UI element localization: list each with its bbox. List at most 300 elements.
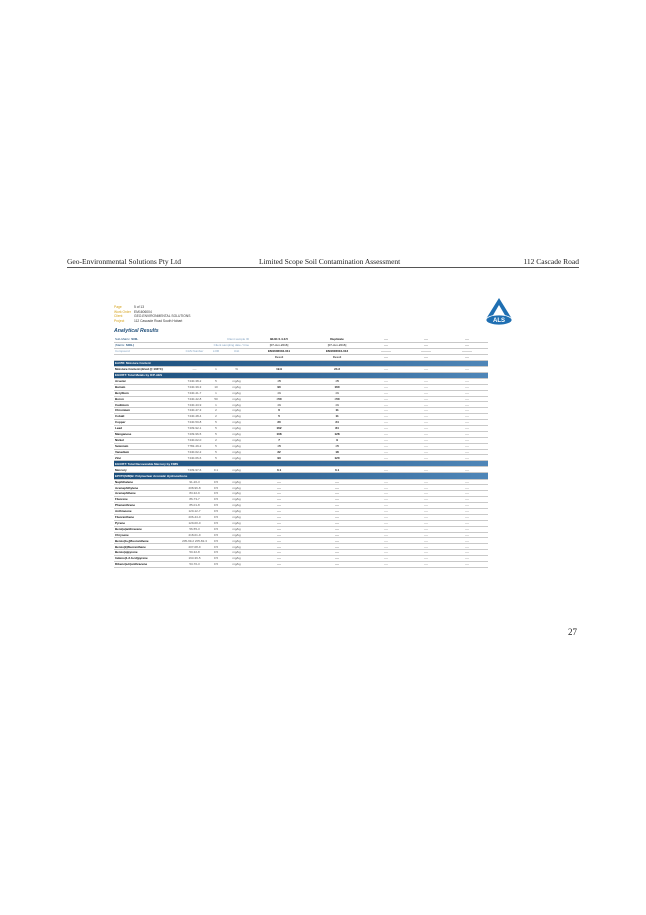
result-cell: ---- — [366, 550, 406, 556]
result-cell: 7 — [250, 437, 308, 443]
result-cell: ---- — [406, 431, 446, 437]
result-cell: ---- — [446, 544, 488, 550]
result-cell: ---- — [446, 526, 488, 532]
meta-key: Page — [114, 305, 122, 309]
result-cell: ---- — [308, 509, 366, 515]
result-cell: 90 — [250, 384, 308, 390]
result-cell: ---- — [250, 485, 308, 491]
result-cell: ---- — [406, 378, 446, 384]
unit-cell: mg/kg — [223, 455, 250, 461]
result-cell: 0.1 — [250, 467, 308, 473]
sample-id: ---- — [366, 337, 406, 342]
cas-cell: 83-32-9 — [180, 491, 209, 497]
meta-value: EM1606004 — [134, 309, 152, 314]
cas-cell: 205-99-2 205-82-3 — [180, 538, 209, 544]
result-cell: ---- — [250, 503, 308, 509]
result-cell: ---- — [406, 544, 446, 550]
meta-row — [114, 319, 190, 324]
cas-cell: 129-00-0 — [180, 520, 209, 526]
cas-cell: 50-32-8 — [180, 550, 209, 556]
compound-cell: Pyrene — [114, 520, 180, 526]
lab-id: ---------- — [406, 348, 446, 354]
compound-cell: Acenaphthene — [114, 491, 180, 497]
compound-cell: Acenaphthylene — [114, 485, 180, 491]
result-cell: ---- — [366, 485, 406, 491]
result-cell: ---- — [446, 396, 488, 402]
lor-cell: 0.5 — [209, 514, 223, 520]
result-cell: 19.9 — [250, 366, 308, 372]
result-cell: ---- — [406, 514, 446, 520]
cas-cell: 193-39-5 — [180, 556, 209, 562]
cas-cell: 53-70-3 — [180, 562, 209, 568]
unit-cell: mg/kg — [223, 467, 250, 473]
lor-cell: 5 — [209, 431, 223, 437]
result-cell: ---- — [308, 514, 366, 520]
lor-cell: 0.1 — [209, 467, 223, 473]
result-cell: ---- — [250, 532, 308, 538]
lor-cell: 0.5 — [209, 526, 223, 532]
result-cell: ---- — [250, 544, 308, 550]
lor-cell: 10 — [209, 384, 223, 390]
lor-cell: 0.5 — [209, 503, 223, 509]
sample-id: BH11 0.4-0.5 — [250, 337, 308, 342]
unit-cell: mg/kg — [223, 449, 250, 455]
result-cell: ---- — [366, 467, 406, 473]
sample-id: Duplicate — [308, 337, 366, 342]
result-label: Result — [250, 354, 308, 360]
result-cell: ---- — [446, 431, 488, 437]
result-label: ---- — [406, 354, 446, 360]
unit-cell: mg/kg — [223, 425, 250, 431]
result-cell: <1 — [250, 402, 308, 408]
table-row — [114, 562, 488, 568]
header-address: 112 Cascade Road — [523, 257, 579, 266]
compound-cell: Arsenic — [114, 378, 180, 384]
compound-cell: Naphthalene — [114, 479, 180, 485]
cas-cell: 207-08-9 — [180, 544, 209, 550]
header-title: Limited Scope Soil Contamination Assessment — [259, 257, 401, 266]
report-meta — [114, 305, 190, 323]
result-cell: ---- — [406, 526, 446, 532]
compound-cell: Benzo(b+j)fluoranthene — [114, 538, 180, 544]
compound-cell: Cobalt — [114, 414, 180, 420]
client-sample-id-label: Client sample ID — [209, 337, 250, 342]
unit-cell: mg/kg — [223, 420, 250, 426]
result-cell: ---- — [446, 384, 488, 390]
result-cell: ---- — [406, 437, 446, 443]
result-cell: 24.3 — [308, 366, 366, 372]
lor-cell: 50 — [209, 396, 223, 402]
result-cell: 84 — [308, 425, 366, 431]
result-cell: <5 — [308, 443, 366, 449]
result-cell: ---- — [406, 467, 446, 473]
result-cell: ---- — [366, 408, 406, 414]
cas-cell: 7440-42-8 — [180, 396, 209, 402]
sample-date: [07-Jun-2016] — [250, 342, 308, 348]
result-cell: ---- — [308, 479, 366, 485]
compound-cell: Mercury — [114, 467, 180, 473]
page-number: 27 — [568, 627, 577, 637]
cas-cell: 7440-50-8 — [180, 420, 209, 426]
lab-id: ---------- — [366, 348, 406, 354]
meta-key: Client — [114, 314, 123, 318]
section-title: EA055: Moisture Content — [114, 360, 488, 366]
result-cell: ---- — [308, 544, 366, 550]
result-cell: 9 — [308, 437, 366, 443]
result-cell: <50 — [250, 396, 308, 402]
lor-cell: 0.5 — [209, 485, 223, 491]
sample-date: ---- — [406, 342, 446, 348]
compound-cell: Chrysene — [114, 532, 180, 538]
result-cell: ---- — [366, 544, 406, 550]
result-cell: ---- — [446, 366, 488, 372]
result-cell: ---- — [446, 550, 488, 556]
unit-cell: mg/kg — [223, 532, 250, 538]
result-cell: ---- — [366, 390, 406, 396]
result-cell: 160 — [308, 384, 366, 390]
result-cell: ---- — [406, 497, 446, 503]
result-cell: ---- — [446, 520, 488, 526]
unit-cell: mg/kg — [223, 384, 250, 390]
result-cell: ---- — [366, 455, 406, 461]
result-cell: ---- — [366, 414, 406, 420]
result-cell: ---- — [406, 556, 446, 562]
result-cell: ---- — [446, 503, 488, 509]
lor-cell: 5 — [209, 378, 223, 384]
result-cell: ---- — [366, 437, 406, 443]
result-cell: <50 — [308, 396, 366, 402]
result-cell: ---- — [406, 562, 446, 568]
result-cell: ---- — [250, 514, 308, 520]
result-cell: ---- — [366, 366, 406, 372]
result-cell: ---- — [406, 503, 446, 509]
result-cell: ---- — [406, 509, 446, 515]
sample-date: ---- — [366, 342, 406, 348]
result-cell: <1 — [308, 402, 366, 408]
result-cell: ---- — [366, 509, 406, 515]
cas-cell: 56-55-3 — [180, 526, 209, 532]
result-cell: ---- — [406, 366, 446, 372]
unit-cell: mg/kg — [223, 556, 250, 562]
result-cell: ---- — [366, 526, 406, 532]
unit-cell: mg/kg — [223, 514, 250, 520]
cas-cell: 7439-97-6 — [180, 467, 209, 473]
cas-cell: 7440-62-2 — [180, 449, 209, 455]
result-label: ---- — [446, 354, 488, 360]
compound-cell: Chromium — [114, 408, 180, 414]
cas-cell: 206-44-0 — [180, 514, 209, 520]
unit-cell: mg/kg — [223, 520, 250, 526]
unit-cell: mg/kg — [223, 479, 250, 485]
unit-label: Unit — [223, 348, 250, 354]
result-cell: 6 — [250, 408, 308, 414]
compound-cell: Cadmium — [114, 402, 180, 408]
unit-cell: mg/kg — [223, 497, 250, 503]
result-cell: ---- — [406, 420, 446, 426]
result-cell: ---- — [366, 562, 406, 568]
result-cell: ---- — [446, 402, 488, 408]
result-cell: 20 — [250, 420, 308, 426]
result-cell: ---- — [366, 532, 406, 538]
sampling-date-label: Client sampling date / time — [209, 342, 250, 348]
result-cell: ---- — [308, 497, 366, 503]
lor-cell: 1 — [209, 366, 223, 372]
result-cell: ---- — [366, 425, 406, 431]
result-cell: ---- — [250, 562, 308, 568]
compound-label: Compound — [114, 348, 180, 354]
result-cell: ---- — [366, 402, 406, 408]
result-cell: ---- — [250, 479, 308, 485]
lor-cell: 5 — [209, 425, 223, 431]
compound-cell: Lead — [114, 425, 180, 431]
result-cell: ---- — [446, 455, 488, 461]
result-cell: ---- — [446, 562, 488, 568]
unit-cell: mg/kg — [223, 390, 250, 396]
result-cell: 11 — [308, 408, 366, 414]
result-cell: ---- — [406, 402, 446, 408]
result-cell: ---- — [406, 390, 446, 396]
result-cell: ---- — [250, 509, 308, 515]
lor-cell: 0.5 — [209, 532, 223, 538]
compound-cell: Phenanthrene — [114, 503, 180, 509]
logo-text: ALS — [493, 318, 505, 325]
meta-key: Work Order — [114, 309, 131, 314]
result-cell: ---- — [308, 526, 366, 532]
lor-cell: 1 — [209, 390, 223, 396]
unit-cell: mg/kg — [223, 550, 250, 556]
result-cell: ---- — [446, 449, 488, 455]
result-cell: ---- — [406, 485, 446, 491]
result-cell: <5 — [250, 378, 308, 384]
unit-cell: mg/kg — [223, 503, 250, 509]
result-cell: ---- — [308, 562, 366, 568]
compound-cell: Beryllium — [114, 390, 180, 396]
meta-key: Project — [114, 318, 125, 323]
cas-cell: 7440-38-2 — [180, 378, 209, 384]
result-cell: ---- — [446, 532, 488, 538]
compound-cell: Benz(a)anthracene — [114, 526, 180, 532]
lor-cell: 0.5 — [209, 550, 223, 556]
lab-report-image — [112, 297, 504, 609]
result-cell: 120 — [308, 455, 366, 461]
lor-cell: 0.5 — [209, 544, 223, 550]
result-cell: ---- — [366, 431, 406, 437]
unit-cell: mg/kg — [223, 408, 250, 414]
unit-cell: % — [223, 366, 250, 372]
compound-cell: Zinc — [114, 455, 180, 461]
unit-cell: mg/kg — [223, 544, 250, 550]
result-cell: ---- — [366, 538, 406, 544]
result-cell: ---- — [308, 520, 366, 526]
sample-date: ---- — [446, 342, 488, 348]
result-cell: 0.1 — [308, 467, 366, 473]
unit-cell: mg/kg — [223, 443, 250, 449]
cas-cell: 91-20-3 — [180, 479, 209, 485]
result-label: ---- — [366, 354, 406, 360]
result-cell: ---- — [366, 497, 406, 503]
unit-cell: mg/kg — [223, 485, 250, 491]
section-title: EP075(SIM)B: Polynuclear Aromatic Hydrocarbons — [114, 473, 488, 479]
unit-cell: mg/kg — [223, 509, 250, 515]
result-cell: 162 — [250, 425, 308, 431]
result-cell: ---- — [406, 384, 446, 390]
result-cell: ---- — [250, 491, 308, 497]
result-cell: ---- — [446, 514, 488, 520]
cas-cell: 120-12-7 — [180, 509, 209, 515]
matrix-value: SOIL) — [125, 343, 134, 348]
result-cell: ---- — [366, 449, 406, 455]
section-title: EG005T: Total Metals by ICP-AES — [114, 372, 488, 378]
result-cell: ---- — [406, 520, 446, 526]
result-cell: <5 — [250, 443, 308, 449]
result-cell: ---- — [446, 390, 488, 396]
cas-cell: 7440-66-6 — [180, 455, 209, 461]
matrix-label: (Matrix: — [115, 343, 125, 348]
lor-cell: 0.5 — [209, 538, 223, 544]
results-body — [114, 337, 488, 567]
result-cell: ---- — [406, 449, 446, 455]
result-label: Result — [308, 354, 366, 360]
result-cell: ---- — [308, 538, 366, 544]
compound-cell: Anthracene — [114, 509, 180, 515]
unit-cell: mg/kg — [223, 562, 250, 568]
result-cell: <1 — [250, 390, 308, 396]
result-cell: ---- — [446, 467, 488, 473]
result-cell: ---- — [250, 556, 308, 562]
lor-cell: 5 — [209, 455, 223, 461]
result-cell: ---- — [446, 378, 488, 384]
unit-cell: mg/kg — [223, 402, 250, 408]
cas-cell: 7440-39-3 — [180, 384, 209, 390]
result-cell: ---- — [446, 491, 488, 497]
unit-cell: mg/kg — [223, 414, 250, 420]
cas-cell: 85-01-8 — [180, 503, 209, 509]
result-cell: 24 — [308, 420, 366, 426]
result-cell: ---- — [366, 378, 406, 384]
result-cell: ---- — [446, 479, 488, 485]
result-cell: ---- — [446, 556, 488, 562]
result-cell: <5 — [308, 378, 366, 384]
meta-value: GEO-ENVIRONMENTAL SOLUTIONS — [134, 314, 191, 318]
result-cell: <1 — [308, 390, 366, 396]
sub-matrix-value: SOIL — [131, 337, 139, 342]
unit-cell: mg/kg — [223, 431, 250, 437]
result-cell: ---- — [366, 491, 406, 497]
result-cell: ---- — [366, 556, 406, 562]
results-table — [114, 337, 488, 568]
unit-cell: mg/kg — [223, 491, 250, 497]
result-cell: ---- — [366, 514, 406, 520]
meta-value: 112 Cascade Road South Hobart — [134, 318, 183, 323]
lor-label: LOR — [209, 348, 223, 354]
compound-cell: Manganese — [114, 431, 180, 437]
lab-id: EM1606004-011 — [250, 348, 308, 354]
result-cell: ---- — [308, 491, 366, 497]
result-cell: ---- — [406, 414, 446, 420]
result-cell: ---- — [446, 420, 488, 426]
compound-cell: Nickel — [114, 437, 180, 443]
result-cell: ---- — [446, 509, 488, 515]
result-cell: ---- — [366, 420, 406, 426]
result-cell: ---- — [250, 497, 308, 503]
result-cell: ---- — [308, 550, 366, 556]
compound-cell: Fluorene — [114, 497, 180, 503]
lab-id: ---------- — [446, 348, 488, 354]
sub-matrix-label: Sub-Matrix: — [115, 337, 131, 342]
lor-cell: 5 — [209, 443, 223, 449]
sample-id: ---- — [446, 337, 488, 342]
result-cell: ---- — [446, 408, 488, 414]
result-cell: ---- — [446, 443, 488, 449]
compound-cell: Benzo(k)fluoranthene — [114, 544, 180, 550]
page-header — [67, 256, 579, 268]
compound-cell: Fluoranthene — [114, 514, 180, 520]
result-cell: ---- — [366, 479, 406, 485]
result-cell: 5 — [250, 414, 308, 420]
result-cell: ---- — [366, 503, 406, 509]
section-title: EG035T: Total Recoverable Mercury by FIMS — [114, 461, 488, 467]
cas-cell: ---- — [180, 366, 209, 372]
compound-cell: Barium — [114, 384, 180, 390]
cas-cell: 7782-49-2 — [180, 443, 209, 449]
result-cell: ---- — [446, 425, 488, 431]
unit-cell: mg/kg — [223, 526, 250, 532]
result-cell: ---- — [406, 425, 446, 431]
cas-cell: 7439-92-1 — [180, 425, 209, 431]
cas-cell: 7439-96-5 — [180, 431, 209, 437]
compound-cell: Moisture Content (dried @ 103°C) — [114, 366, 180, 372]
unit-cell: mg/kg — [223, 396, 250, 402]
sample-id: ---- — [406, 337, 446, 342]
unit-cell: mg/kg — [223, 437, 250, 443]
result-cell: ---- — [308, 503, 366, 509]
result-cell: 93 — [250, 455, 308, 461]
result-cell: 108 — [250, 431, 308, 437]
result-cell: 11 — [308, 414, 366, 420]
result-cell: ---- — [446, 497, 488, 503]
lor-cell: 1 — [209, 402, 223, 408]
compound-cell: Vanadium — [114, 449, 180, 455]
lor-cell: 0.5 — [209, 479, 223, 485]
result-cell: ---- — [366, 396, 406, 402]
lor-cell: 0.5 — [209, 497, 223, 503]
result-cell: ---- — [406, 550, 446, 556]
cas-cell: 86-73-7 — [180, 497, 209, 503]
result-cell: ---- — [366, 520, 406, 526]
result-cell: ---- — [406, 455, 446, 461]
compound-cell: Selenium — [114, 443, 180, 449]
unit-cell: mg/kg — [223, 378, 250, 384]
result-cell: ---- — [446, 414, 488, 420]
analytical-results-title: Analytical Results — [114, 328, 159, 334]
lor-cell: 0.5 — [209, 491, 223, 497]
compound-cell: Dibenz(a.h)anthracene — [114, 562, 180, 568]
result-cell: ---- — [406, 491, 446, 497]
result-cell: 22 — [250, 449, 308, 455]
result-cell: ---- — [308, 485, 366, 491]
result-cell: ---- — [308, 532, 366, 538]
unit-cell: mg/kg — [223, 538, 250, 544]
lor-cell: 0.5 — [209, 562, 223, 568]
compound-cell: Boron — [114, 396, 180, 402]
result-cell: 128 — [308, 431, 366, 437]
cas-cell: 208-96-8 — [180, 485, 209, 491]
lor-cell: 5 — [209, 449, 223, 455]
cas-cell: 7440-43-9 — [180, 402, 209, 408]
result-cell: ---- — [406, 443, 446, 449]
result-cell: ---- — [406, 532, 446, 538]
cas-cell: 7440-41-7 — [180, 390, 209, 396]
